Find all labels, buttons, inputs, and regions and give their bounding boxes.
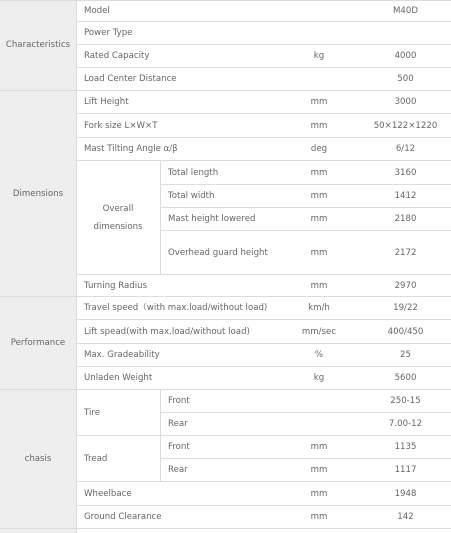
row-divider: [76, 343, 451, 344]
spec-value: 19/22: [393, 303, 418, 313]
spec-label: Ground Clearance: [84, 512, 162, 522]
row-divider: [76, 366, 451, 367]
spec-label: Turning Radius: [84, 280, 148, 291]
spec-value: 4000: [394, 51, 417, 61]
spec-unit: kg: [313, 51, 325, 61]
row-divider: [76, 319, 451, 320]
spec-unit: [278, 413, 360, 436]
spec-label: Load Center Distance: [84, 74, 177, 84]
column-divider: [160, 161, 161, 275]
spec-unit: mm: [310, 214, 328, 224]
row-divider: [0, 90, 451, 91]
row-divider: [76, 505, 451, 506]
spec-value: 400/450: [387, 326, 424, 337]
spec-value: 1412: [394, 191, 417, 201]
spec-value: 5600: [394, 373, 417, 383]
spec-value: 250-15: [390, 396, 421, 406]
spec-value: 3160: [394, 167, 417, 178]
category-label: chasis: [24, 454, 52, 464]
category-label: Characteristics: [5, 40, 71, 50]
spec-label: Total width: [168, 191, 215, 201]
spec-label: Model: [84, 5, 110, 16]
spec-value: 50×122×1220: [373, 120, 438, 131]
row-divider: [0, 528, 451, 529]
row-divider: [0, 389, 451, 390]
row-divider: [160, 230, 451, 231]
spec-label: Total length: [168, 167, 219, 178]
row-divider: [76, 67, 451, 68]
spec-label: Lift spead(with max.load/without load): [84, 326, 250, 337]
row-divider: [76, 481, 451, 482]
spec-value: 7.00-12: [388, 419, 423, 429]
spec-label: Fork size L×W×T: [84, 120, 158, 131]
spec-value: 142: [397, 512, 414, 522]
row-divider: [76, 274, 451, 275]
group-label: Tread: [84, 453, 108, 464]
row-divider: [0, 296, 451, 297]
row-divider: [160, 184, 451, 185]
spec-label: Wheelbace: [84, 488, 132, 499]
row-divider: [160, 458, 451, 459]
group-label: Tire: [84, 407, 101, 418]
column-divider: [160, 390, 161, 482]
row-divider: [0, 0, 451, 1]
column-divider: [76, 0, 77, 533]
spec-unit: %: [314, 350, 324, 360]
spec-label: Overhead guard height: [168, 248, 268, 258]
spec-value: 1135: [394, 442, 417, 452]
spec-label: Rated Capacity: [84, 51, 150, 61]
spec-unit: mm: [310, 191, 328, 201]
spec-unit: mm: [310, 167, 328, 178]
spec-value: [360, 22, 451, 45]
spec-label: Mast height lowered: [168, 214, 256, 224]
group-label: Overall dimensions: [93, 204, 143, 232]
spec-unit: mm: [310, 247, 328, 258]
spec-unit: deg: [310, 144, 328, 154]
spec-label: Mast Tilting Angle α/β: [84, 144, 178, 154]
spec-unit: mm: [310, 280, 328, 291]
spec-label: Travel speed（with max.load/without load): [84, 303, 268, 313]
spec-unit: mm: [310, 442, 328, 452]
spec-value: M40D: [393, 5, 418, 16]
spec-label: Rear: [168, 419, 188, 429]
spec-unit: kg: [313, 373, 325, 383]
spec-unit: mm: [310, 465, 328, 475]
spec-value: 2970: [394, 280, 417, 291]
spec-value: 3000: [394, 97, 417, 107]
spec-value: 25: [400, 350, 411, 360]
spec-value: 1948: [394, 488, 417, 499]
spec-unit: [278, 390, 360, 413]
spec-label: Unladen Weight: [84, 373, 153, 383]
spec-unit: mm: [310, 488, 328, 499]
row-divider: [160, 412, 451, 413]
category-label: Performance: [10, 338, 66, 348]
spec-label: Lift Height: [84, 97, 129, 107]
row-divider: [76, 137, 451, 138]
spec-label: Front: [168, 442, 190, 452]
spec-value: 1117: [394, 465, 417, 475]
spec-unit: km/h: [308, 303, 330, 313]
spec-unit: mm/sec: [301, 326, 337, 337]
spec-unit: mm: [310, 120, 328, 131]
spec-unit: [278, 22, 360, 45]
spec-label: Rear: [168, 465, 188, 475]
row-divider: [76, 21, 451, 22]
spec-label: Max. Gradeability: [84, 350, 160, 360]
row-divider: [160, 207, 451, 208]
row-divider: [76, 44, 451, 45]
spec-value: 2180: [394, 214, 417, 224]
row-divider: [76, 435, 451, 436]
spec-value: 2172: [394, 247, 417, 258]
spec-unit: [278, 0, 360, 22]
spec-unit: [278, 68, 360, 91]
row-divider: [76, 113, 451, 114]
spec-unit: mm: [310, 512, 328, 522]
spec-value: 500: [397, 74, 414, 84]
spec-unit: mm: [310, 97, 328, 107]
row-divider: [76, 160, 451, 161]
spec-label: Front: [168, 396, 190, 406]
spec-label: Power Type: [84, 28, 133, 38]
category-label: Dimensions: [12, 188, 64, 199]
spec-value: 6/12: [395, 144, 416, 154]
